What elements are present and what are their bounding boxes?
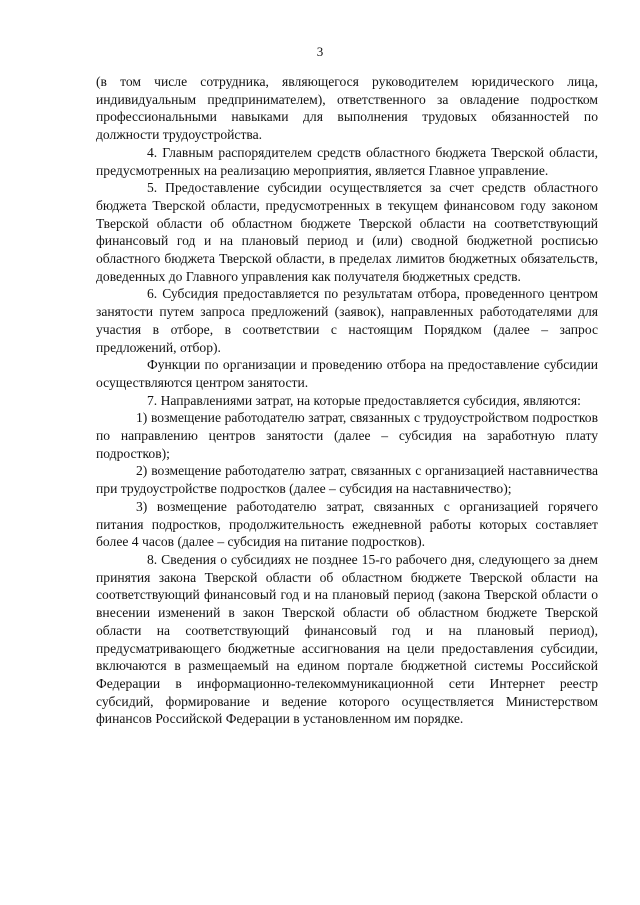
- paragraph-item-8: 8. Сведения о субсидиях не позднее 15-го рабочего дня, следующего за днем принятия закона Тверской области об областном бюджете Тверской области на соответствующий финансовый год и на плановый период (закона Тверской области о внесении изменений в закон Тверской области об областном бюджете Тверской области на соответствующий финансовый год и на плановый период), предусматривающего бюджетные ассигнования на цели предоставления субсидии, включаются в размещаемый на едином портале бюджетной системы Российской Федерации в информационно-телекоммуникационной сети Интернет реестр субсидий, формирование и ведение которого осуществляется Министерством финансов Российской Федерации в установленном им порядке.: [96, 551, 598, 727]
- page-number: 3: [316, 44, 324, 59]
- list-item-mentoring-subsidy: 2) возмещение работодателю затрат, связанных с организацией наставничества при трудоустройстве подростков (далее – субсидия на наставничество);: [96, 463, 598, 497]
- list-item-meals-subsidy: 3) возмещение работодателю затрат, связанных с организацией горячего питания подростков, продолжительность ежедневной работы которых составляет более 4 часов (далее – субсидия на питание подростков).: [96, 498, 598, 550]
- paragraph-item-4: 4. Главным распорядителем средств областного бюджета Тверской области, предусмотренных на реализацию мероприятия, является Главное управление.: [96, 144, 598, 178]
- document-body: [96, 73, 598, 728]
- paragraph-selection-functions: Функции по организации и проведению отбора на предоставление субсидии осуществляются центром занятости.: [96, 357, 598, 390]
- paragraph-item-5: 5. Предоставление субсидии осуществляется за счет средств областного бюджета Тверской области, предусмотренных в текущем финансовом году законом Тверской области об областном бюджете Тверской области на соответствующий финансовый год и на плановый период и (или) сводной бюджетной росписью областного бюджета Тверской области, в пределах лимитов бюджетных обязательств, доведенных до Главного управления как получателя бюджетных средств.: [96, 180, 598, 284]
- paragraph-item-7: 7. Направлениями затрат, на которые предоставляется субсидия, являются:: [147, 392, 581, 408]
- list-item-wage-subsidy: 1) возмещение работодателю затрат, связанных с трудоустройством подростков по направлению центров занятости (далее – субсидия на заработную плату подростков);: [96, 410, 598, 461]
- paragraph-item-6: 6. Субсидия предоставляется по результатам отбора, проведенного центром занятости путем запроса предложений (заявок), направленных работодателями для участия в отборе, в соответствии с настоящим Порядком (далее – запрос предложений, отбор).: [96, 286, 598, 355]
- paragraph-continuation: (в том числе сотрудника, являющегося руководителем юридического лица, индивидуальным предпринимателем), ответственного за овладение подростком профессиональными навыками для выполнения трудовых обязанностей по должности трудоустройства.: [96, 74, 598, 143]
